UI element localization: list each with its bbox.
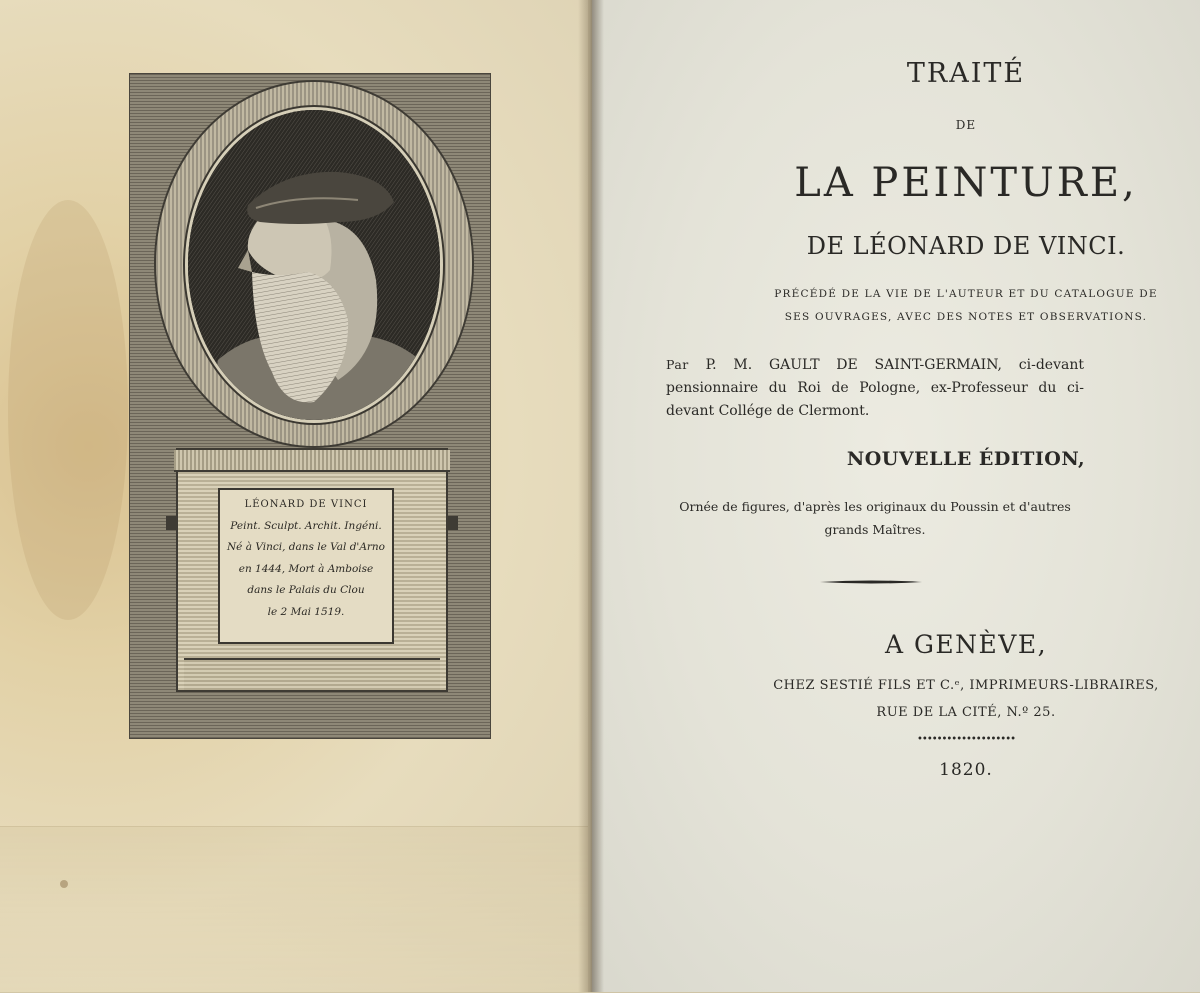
inscription-pedestal (178, 450, 446, 690)
author-name: P. M. GAULT DE SAINT-GERMAIN, (705, 357, 1003, 373)
leonardo-portrait-image (188, 110, 440, 420)
inscription-line: le 2 Mai 1519. (267, 605, 345, 618)
foxing-spot (60, 880, 68, 888)
imprint-city: A GENÈVE, (884, 630, 1048, 659)
author-paragraph (666, 353, 1084, 423)
book-gutter (578, 0, 604, 992)
publication-year: 1820. (939, 760, 993, 780)
title-author-line: DE LÉONARD DE VINCI. (806, 232, 1126, 260)
imprint-printer: CHEZ SESTIÉ FILS ET C.ᵉ, IMPRIMEURS-LIBRAIRES, (773, 678, 1159, 693)
title-traite: TRAITÉ (906, 58, 1026, 89)
engraved-frontispiece (130, 74, 490, 738)
subtitle-line: PRÉCÉDÉ DE LA VIE DE L'AUTEUR ET DU CATALOGUE DE (774, 288, 1158, 300)
subtitle-line: SES OUVRAGES, AVEC DES NOTES ET OBSERVATIONS. (784, 311, 1148, 323)
decorative-rule (820, 580, 922, 584)
ornament-line: •••••••••••••••••••• (917, 734, 1015, 745)
inscription-panel (218, 488, 394, 644)
inscription-line: en 1444, Mort à Amboise (238, 562, 374, 575)
foxing-stain (8, 200, 128, 620)
pedestal-cornice (174, 450, 450, 472)
portrait-medallion (188, 110, 440, 420)
inscription-line: dans le Palais du Clou (247, 584, 365, 596)
inscription-line: Peint. Sculpt. Archit. Ingéni. (230, 519, 382, 532)
pedestal-bracket-right (446, 516, 458, 530)
imprint-address: RUE DE LA CITÉ, N.º 25. (876, 705, 1056, 720)
edition-line: NOUVELLE ÉDITION, (846, 448, 1086, 470)
pedestal-bracket-left (166, 516, 178, 530)
inscription-line: LÉONARD DE VINCI (244, 499, 368, 510)
author-description: ci-devant pensionnaire du Roi de Pologne, ex-Professeur du ci-devant Collége de Clermont. (666, 357, 1084, 419)
title-de: DE (955, 118, 977, 132)
folded-page-edge (0, 826, 588, 993)
left-page (0, 0, 588, 992)
pedestal-base (184, 658, 440, 690)
illustration-note: Ornée de figures, d'après les originaux du Poussin et d'autres grands Maîtres. (679, 499, 1071, 537)
author-prefix: Par (666, 357, 689, 372)
title-la-peinture: LA PEINTURE, (794, 160, 1138, 206)
portrait-oval-frame (156, 82, 472, 446)
inscription-line: Né à Vinci, dans le Val d'Arno (226, 541, 386, 553)
